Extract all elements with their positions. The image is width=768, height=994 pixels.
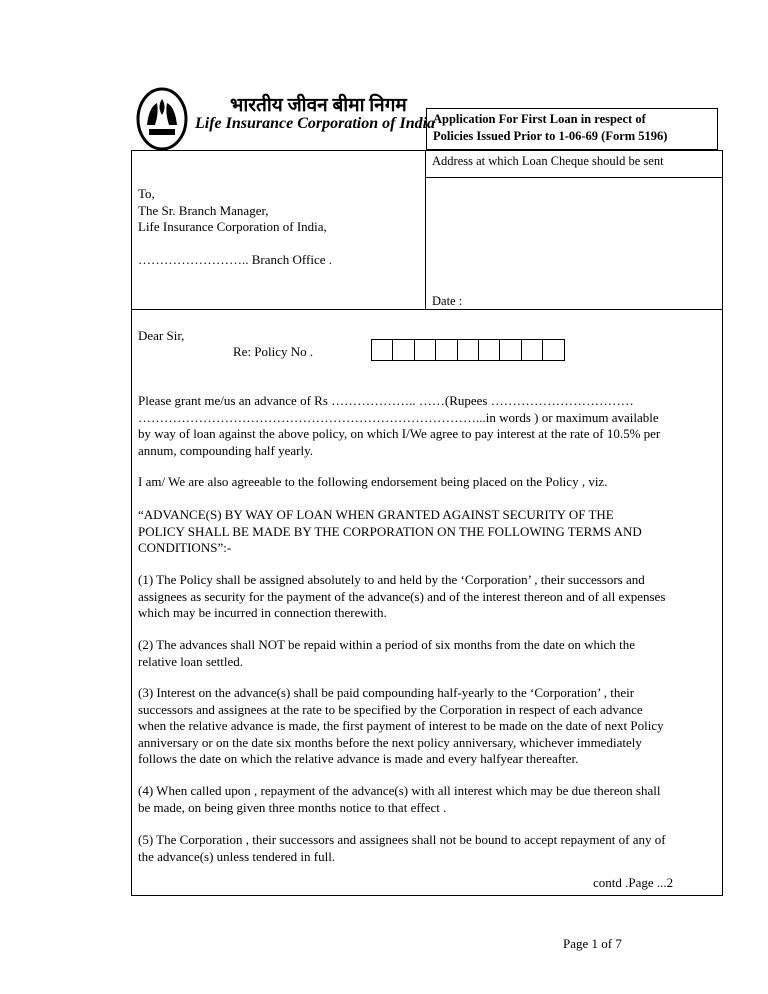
para-line: anniversary or on the date six months before the next policy anniversary, whichever immediately [138, 734, 642, 750]
policy-number-digit-box[interactable] [499, 339, 521, 361]
loan-request-paragraph [138, 393, 716, 459]
condition-5 [138, 832, 716, 865]
para-line: when the relative advance is made, the first payment of interest to be made on the date of next Policy [138, 718, 664, 733]
page-number: Page 1 of 7 [563, 936, 622, 951]
para-line: (1) The Policy shall be assigned absolutely to and held by the ‘Corporation’ , their successors and [138, 572, 645, 587]
para-line: (4) When called upon , repayment of the advance(s) with all interest which may be due thereon shall [138, 783, 661, 798]
form-title-box [426, 108, 718, 150]
cheque-address-header-line [425, 177, 723, 178]
para-line: annum, compounding half yearly. [138, 442, 313, 458]
para-line: which may be incurred in connection therewith. [138, 605, 387, 620]
form-title-line1: Application For First Loan in respect of [433, 112, 646, 126]
endorsement-agreement: I am/ We are also agreeable to the following endorsement being placed on the Policy , viz. [138, 474, 608, 489]
policy-number-digit-box[interactable] [414, 339, 436, 361]
addressee-to: To, [138, 186, 155, 201]
para-line: (5) The Corporation , their successors and assignees shall not be bound to accept repayment of any of [138, 832, 666, 847]
policy-number-digit-box[interactable] [478, 339, 500, 361]
condition-4 [138, 783, 716, 816]
para-line: by way of loan against the above policy, on which I/We agree to pay interest at the rate of 10.5% per [138, 426, 661, 441]
condition-2 [138, 637, 716, 670]
addressee-line1: The Sr. Branch Manager, [138, 202, 269, 218]
para-line: Please grant me/us an advance of Rs ……………….. ……(Rupees …………………………… [138, 393, 634, 408]
continued-note: contd .Page ...2 [593, 875, 674, 890]
endorsement-heading [138, 507, 716, 557]
condition-3 [138, 685, 716, 768]
para-line: “ADVANCE(S) BY WAY OF LOAN WHEN GRANTED AGAINST SECURITY OF THE [138, 507, 614, 522]
para-line: follows the date on which the relative advance is made and every halfyear thereafter. [138, 751, 579, 766]
address-divider [425, 150, 426, 310]
policy-number-digit-box[interactable] [542, 339, 564, 361]
policy-number-boxes[interactable] [372, 339, 565, 361]
policy-number-digit-box[interactable] [392, 339, 414, 361]
para-line: successors and assignees at the rate to be specified by the Corporation in respect of each advance [138, 701, 643, 717]
para-line: be made, on being given three months notice to that effect . [138, 799, 447, 815]
branch-office-field[interactable]: …………………….. Branch Office . [138, 252, 333, 267]
addressee-line2: Life Insurance Corporation of India, [138, 219, 327, 234]
para-line: (3) Interest on the advance(s) shall be paid compounding half-yearly to the ‘Corporation’ , their [138, 685, 635, 700]
para-line: assignees as security for the payment of the advance(s) and of the interest thereon and of all expenses [138, 588, 666, 604]
para-line: ……………………………………………………………………...in words ) or maximum available [138, 409, 659, 425]
para-line: the advance(s) unless tendered in full. [138, 848, 336, 864]
logo-english-text: Life Insurance Corporation of India [195, 115, 436, 132]
cheque-address-label: Address at which Loan Cheque should be sent [432, 154, 664, 168]
policy-number-digit-box[interactable] [435, 339, 457, 361]
para-line: relative loan settled. [138, 653, 244, 669]
lic-logo [135, 85, 436, 153]
condition-1 [138, 572, 716, 622]
date-label: Date : [432, 294, 463, 308]
para-line: POLICY SHALL BE MADE BY THE CORPORATION ON THE FOLLOWING TERMS AND [138, 523, 642, 539]
policy-number-digit-box[interactable] [457, 339, 479, 361]
addressee-block [138, 186, 332, 269]
logo-hindi-text: भारतीय जीवन बीमा निगम [230, 95, 407, 116]
salutation: Dear Sir, [138, 328, 185, 343]
form-title-line2: Policies Issued Prior to 1-06-69 (Form 5196) [433, 129, 668, 143]
para-line: CONDITIONS”:- [138, 540, 232, 555]
para-line: (2) The advances shall NOT be repaid within a period of six months from the date on which the [138, 637, 636, 652]
policy-number-digit-box[interactable] [521, 339, 543, 361]
policy-number-digit-box[interactable] [371, 339, 393, 361]
re-policy-label: Re: Policy No . [233, 344, 314, 359]
